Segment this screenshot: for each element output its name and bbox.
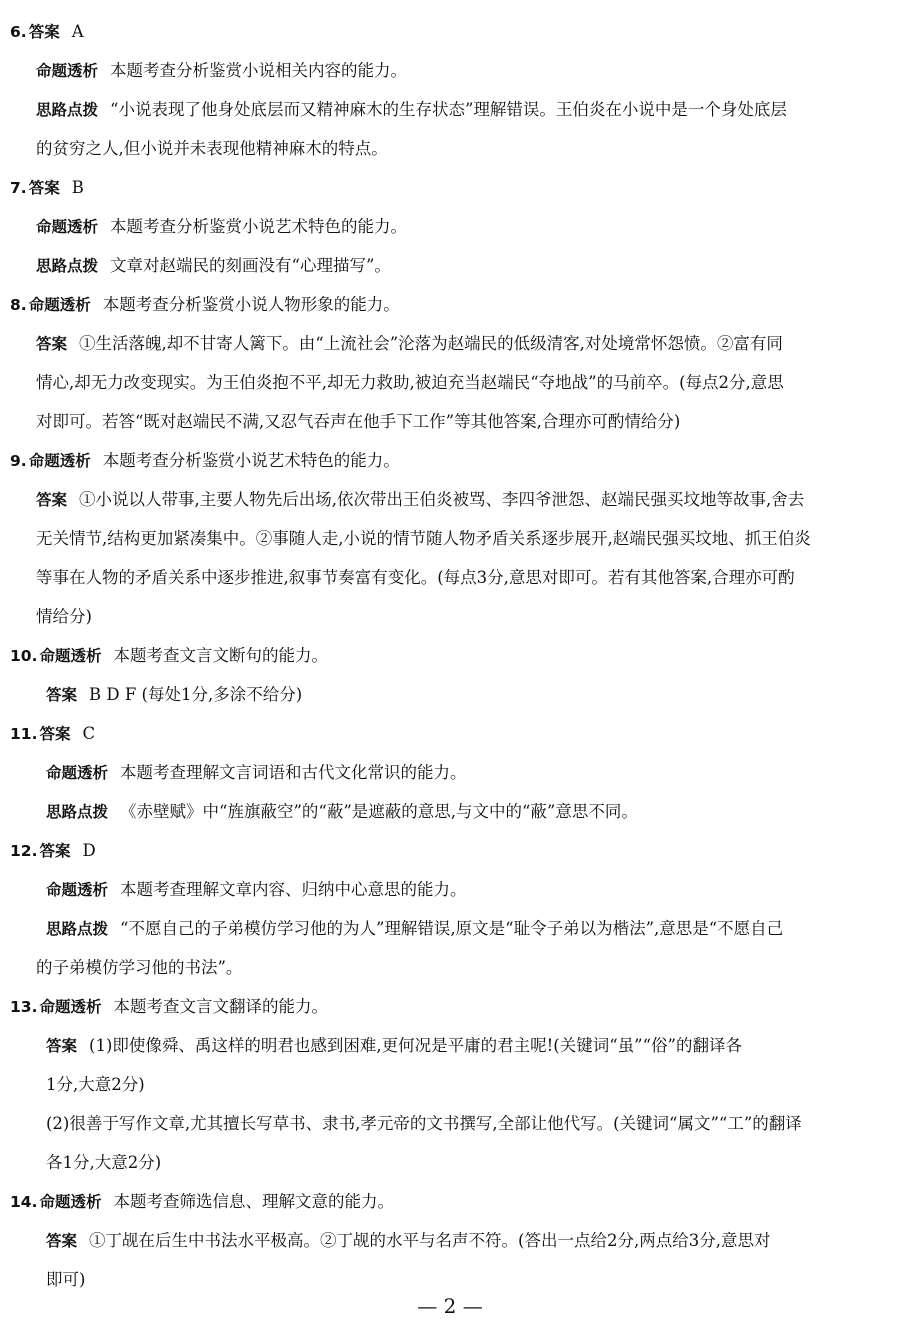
text-line [0,137,900,161]
section-label: 命题透析 [39,647,102,665]
line-text: D [82,841,96,860]
section-label: 命题透析 [39,1193,102,1211]
line-text: 本题考查理解文章内容、归纳中心意思的能力。 [120,880,467,899]
section-label: 命题透析 [46,764,109,782]
question-number: 12. [10,842,38,860]
line-text: 即可) [46,1270,86,1289]
text-line [0,1190,900,1214]
line-text: 情给分) [36,607,92,626]
line-text: (1)即使像舜、禹这样的明君也感到困难,更何况是平庸的君主呢!(关键词“虽”“俗”的翻译各 [89,1036,742,1055]
text-line [0,1268,900,1292]
line-text: 《赤壁赋》中“旌旗蔽空”的“蔽”是遮蔽的意思,与文中的“蔽”意思不同。 [120,802,638,821]
line-text: A [71,22,84,41]
section-label: 命题透析 [39,998,102,1016]
text-line [0,1151,900,1175]
section-label: 答案 [46,1232,78,1250]
text-line [0,176,900,200]
question-number: 6. [10,23,27,41]
section-label: 思路点拨 [36,101,99,119]
section-label: 命题透析 [46,881,109,899]
section-label: 答案 [46,686,78,704]
text-line [0,878,900,902]
section-label: 命题透析 [28,452,91,470]
line-text: B [71,178,84,197]
section-label: 思路点拨 [36,257,99,275]
text-line [0,527,900,551]
text-line [0,488,900,512]
text-line [0,332,900,356]
line-text: 本题考查文言文翻译的能力。 [113,997,328,1016]
text-line [0,956,900,980]
section-label: 命题透析 [28,296,91,314]
line-text: 各1分,大意2分) [46,1153,162,1172]
line-text: (2)很善于写作文章,尤其擅长写草书、隶书,孝元帝的文书撰写,全部让他代写。(关键词“属文”“工”的翻译 [46,1114,802,1133]
text-line [0,1073,900,1097]
line-text: 的子弟模仿学习他的书法”。 [36,958,243,977]
line-text: “不愿自己的子弟模仿学习他的为人”理解错误,原文是“耻令子弟以为楷法”,意思是“不愿自己 [120,919,784,938]
line-text: “小说表现了他身处底层而又精神麻木的生存状态”理解错误。王伯炎在小说中是一个身处底层 [110,100,787,119]
line-text: 本题考查分析鉴赏小说人物形象的能力。 [102,295,400,314]
text-line [0,1229,900,1253]
section-label: 答案 [39,725,71,743]
section-label: 答案 [46,1037,78,1055]
line-text: 无关情节,结构更加紧凑集中。②事随人走,小说的情节随人物矛盾关系逐步展开,赵端民强买坟地、抓王伯炎 [36,529,811,548]
text-line [0,449,900,473]
text-line [0,254,900,278]
text-line [0,371,900,395]
question-number: 11. [10,725,38,743]
text-line [0,410,900,434]
line-text: ①小说以人带事,主要人物先后出场,依次带出王伯炎被骂、李四爷泄怨、赵端民强买坟地等故事,舍去 [79,490,805,509]
line-text: 1分,大意2分) [46,1075,145,1094]
text-line [0,566,900,590]
text-line [0,1034,900,1058]
question-number: 13. [10,998,38,1016]
text-line [0,293,900,317]
text-line [0,215,900,239]
text-line [0,59,900,83]
line-text: 文章对赵端民的刻画没有“心理描写”。 [110,256,391,275]
line-text: 本题考查分析鉴赏小说艺术特色的能力。 [102,451,400,470]
line-text: 本题考查筛选信息、理解文意的能力。 [113,1192,394,1211]
text-line [0,995,900,1019]
question-number: 8. [10,296,27,314]
line-text: B D F (每处1分,多涂不给分) [89,685,303,704]
section-label: 答案 [36,491,68,509]
text-line [0,644,900,668]
line-text: 本题考查理解文言词语和古代文化常识的能力。 [120,763,467,782]
line-text: 的贫穷之人,但小说并未表现他精神麻木的特点。 [36,139,388,158]
line-text: 本题考查文言文断句的能力。 [113,646,328,665]
text-line [0,20,900,44]
text-line [0,605,900,629]
line-text: ①生活落魄,却不甘寄人篱下。由“上流社会”沦落为赵端民的低级清客,对处境常怀怨愤。②富有同 [79,334,783,353]
section-label: 命题透析 [36,218,99,236]
question-number: 10. [10,647,38,665]
section-label: 答案 [28,179,60,197]
line-text: 本题考查分析鉴赏小说相关内容的能力。 [110,61,408,80]
page-number: — 2 — [417,1294,483,1318]
text-line [0,1112,900,1136]
line-text: 本题考查分析鉴赏小说艺术特色的能力。 [110,217,408,236]
text-line [0,683,900,707]
line-text: ①丁觇在后生中书法水平极高。②丁觇的水平与名声不符。(答出一点给2分,两点给3分,意思对 [89,1231,771,1250]
question-number: 14. [10,1193,38,1211]
section-label: 答案 [28,23,60,41]
question-number: 7. [10,179,27,197]
text-line [0,839,900,863]
text-line [0,917,900,941]
section-label: 答案 [39,842,71,860]
text-line [0,98,900,122]
text-line [0,800,900,824]
text-line [0,722,900,746]
question-number: 9. [10,452,27,470]
section-label: 思路点拨 [46,803,109,821]
section-label: 思路点拨 [46,920,109,938]
section-label: 命题透析 [36,62,99,80]
line-text: 情心,却无力改变现实。为王伯炎抱不平,却无力救助,被迫充当赵端民“夺地战”的马前卒。(每点2分,意思 [36,373,784,392]
text-line [0,761,900,785]
line-text: 对即可。若答“既对赵端民不满,又忍气吞声在他手下工作”等其他答案,合理亦可酌情给分) [36,412,681,431]
section-label: 答案 [36,335,68,353]
line-text: 等事在人物的矛盾关系中逐步推进,叙事节奏富有变化。(每点3分,意思对即可。若有其他答案,合理亦可酌 [36,568,795,587]
line-text: C [82,724,96,743]
